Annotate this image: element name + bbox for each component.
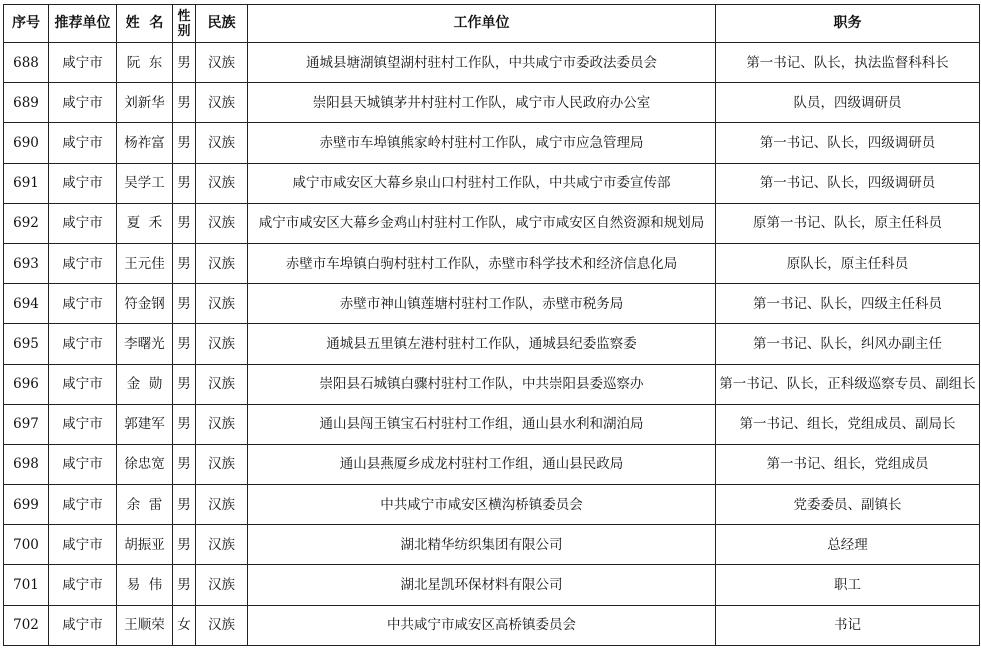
cell-ethnicity: 汉族 — [196, 284, 248, 324]
header-ethnicity: 民族 — [196, 5, 248, 43]
header-position: 职务 — [716, 5, 980, 43]
table-row — [4, 83, 980, 123]
cell-unit: 咸宁市 — [49, 284, 117, 324]
cell-position: 第一书记、队长，四级主任科员 — [716, 284, 980, 324]
table-row — [4, 203, 980, 243]
cell-position: 第一书记、队长，正科级巡察专员、副组长 — [716, 364, 980, 404]
cell-workplace: 崇阳县天城镇茅井村驻村工作队，咸宁市人民政府办公室 — [248, 83, 716, 123]
header-name: 姓 名 — [117, 5, 173, 43]
cell-seq: 701 — [4, 565, 49, 605]
cell-name: 阮 东 — [117, 43, 173, 83]
table-row — [4, 525, 980, 565]
cell-ethnicity: 汉族 — [196, 364, 248, 404]
cell-name: 吴学工 — [117, 163, 173, 203]
cell-gender: 男 — [173, 163, 196, 203]
cell-gender: 男 — [173, 203, 196, 243]
table-header — [4, 5, 980, 43]
table-container — [3, 4, 980, 646]
cell-unit: 咸宁市 — [49, 43, 117, 83]
cell-position: 第一书记、队长，纠风办副主任 — [716, 324, 980, 364]
cell-unit: 咸宁市 — [49, 605, 117, 645]
cell-workplace: 崇阳县石城镇白骤村驻村工作队，中共崇阳县委巡察办 — [248, 364, 716, 404]
cell-unit: 咸宁市 — [49, 324, 117, 364]
cell-position: 第一书记、队长，四级调研员 — [716, 123, 980, 163]
cell-ethnicity: 汉族 — [196, 83, 248, 123]
cell-ethnicity: 汉族 — [196, 123, 248, 163]
table-row — [4, 485, 980, 525]
header-seq: 序号 — [4, 5, 49, 43]
cell-name: 金 勋 — [117, 364, 173, 404]
cell-ethnicity: 汉族 — [196, 485, 248, 525]
cell-workplace: 通城县五里镇左港村驻村工作队，通城县纪委监察委 — [248, 324, 716, 364]
cell-unit: 咸宁市 — [49, 404, 117, 444]
cell-gender: 男 — [173, 525, 196, 565]
cell-position: 书记 — [716, 605, 980, 645]
cell-position: 第一书记、队长，执法监督科科长 — [716, 43, 980, 83]
cell-position: 队员，四级调研员 — [716, 83, 980, 123]
table-row — [4, 404, 980, 444]
cell-unit: 咸宁市 — [49, 243, 117, 283]
cell-name: 郭建军 — [117, 404, 173, 444]
cell-seq: 691 — [4, 163, 49, 203]
personnel-table — [3, 4, 980, 646]
cell-position: 第一书记、队长，四级调研员 — [716, 163, 980, 203]
cell-gender: 男 — [173, 243, 196, 283]
cell-workplace: 中共咸宁市咸安区横沟桥镇委员会 — [248, 485, 716, 525]
cell-seq: 700 — [4, 525, 49, 565]
cell-position: 原第一书记、队长，原主任科员 — [716, 203, 980, 243]
cell-seq: 688 — [4, 43, 49, 83]
cell-seq: 699 — [4, 485, 49, 525]
cell-workplace: 赤壁市车埠镇白驹村驻村工作队，赤壁市科学技术和经济信息化局 — [248, 243, 716, 283]
cell-name: 王顺荣 — [117, 605, 173, 645]
cell-gender: 男 — [173, 43, 196, 83]
cell-seq: 697 — [4, 404, 49, 444]
cell-workplace: 中共咸宁市咸安区高桥镇委员会 — [248, 605, 716, 645]
cell-ethnicity: 汉族 — [196, 605, 248, 645]
cell-unit: 咸宁市 — [49, 444, 117, 484]
cell-seq: 695 — [4, 324, 49, 364]
cell-seq: 692 — [4, 203, 49, 243]
cell-ethnicity: 汉族 — [196, 324, 248, 364]
cell-position: 第一书记、组长，党组成员 — [716, 444, 980, 484]
header-workplace: 工作单位 — [248, 5, 716, 43]
cell-position: 原队长，原主任科员 — [716, 243, 980, 283]
cell-gender: 男 — [173, 284, 196, 324]
cell-workplace: 湖北精华纺织集团有限公司 — [248, 525, 716, 565]
cell-workplace: 湖北星凯环保材料有限公司 — [248, 565, 716, 605]
cell-ethnicity: 汉族 — [196, 243, 248, 283]
cell-gender: 男 — [173, 565, 196, 605]
cell-gender: 女 — [173, 605, 196, 645]
table-row — [4, 123, 980, 163]
cell-seq: 698 — [4, 444, 49, 484]
cell-seq: 690 — [4, 123, 49, 163]
table-row — [4, 364, 980, 404]
cell-seq: 689 — [4, 83, 49, 123]
cell-workplace: 咸宁市咸安区大幕乡金鸡山村驻村工作队，咸宁市咸安区自然资源和规划局 — [248, 203, 716, 243]
cell-gender: 男 — [173, 123, 196, 163]
cell-workplace: 通山县闯王镇宝石村驻村工作组，通山县水利和湖泊局 — [248, 404, 716, 444]
cell-workplace: 赤壁市车埠镇熊家岭村驻村工作队，咸宁市应急管理局 — [248, 123, 716, 163]
cell-name: 易 伟 — [117, 565, 173, 605]
cell-gender: 男 — [173, 444, 196, 484]
cell-unit: 咸宁市 — [49, 485, 117, 525]
cell-name: 胡振亚 — [117, 525, 173, 565]
cell-gender: 男 — [173, 404, 196, 444]
cell-seq: 694 — [4, 284, 49, 324]
cell-ethnicity: 汉族 — [196, 203, 248, 243]
cell-name: 王元佳 — [117, 243, 173, 283]
cell-name: 徐忠宽 — [117, 444, 173, 484]
cell-position: 党委委员、副镇长 — [716, 485, 980, 525]
cell-unit: 咸宁市 — [49, 83, 117, 123]
cell-ethnicity: 汉族 — [196, 404, 248, 444]
cell-ethnicity: 汉族 — [196, 565, 248, 605]
cell-ethnicity: 汉族 — [196, 444, 248, 484]
cell-seq: 702 — [4, 605, 49, 645]
cell-position: 第一书记、组长，党组成员、副局长 — [716, 404, 980, 444]
table-row — [4, 163, 980, 203]
table-row — [4, 43, 980, 83]
header-unit: 推荐单位 — [49, 5, 117, 43]
header-row — [4, 5, 980, 43]
cell-unit: 咸宁市 — [49, 565, 117, 605]
cell-name: 符金钢 — [117, 284, 173, 324]
cell-ethnicity: 汉族 — [196, 163, 248, 203]
cell-gender: 男 — [173, 364, 196, 404]
table-row — [4, 565, 980, 605]
cell-workplace: 赤壁市神山镇莲塘村驻村工作队，赤壁市税务局 — [248, 284, 716, 324]
table-body — [4, 43, 980, 646]
table-row — [4, 605, 980, 645]
cell-name: 余 雷 — [117, 485, 173, 525]
cell-unit: 咸宁市 — [49, 525, 117, 565]
table-row — [4, 284, 980, 324]
cell-name: 李曙光 — [117, 324, 173, 364]
cell-workplace: 通山县燕厦乡成龙村驻村工作组，通山县民政局 — [248, 444, 716, 484]
cell-position: 职工 — [716, 565, 980, 605]
cell-seq: 693 — [4, 243, 49, 283]
cell-gender: 男 — [173, 83, 196, 123]
header-gender: 性别 — [173, 5, 196, 43]
cell-unit: 咸宁市 — [49, 163, 117, 203]
cell-name: 杨祚富 — [117, 123, 173, 163]
cell-name: 夏 禾 — [117, 203, 173, 243]
cell-unit: 咸宁市 — [49, 123, 117, 163]
cell-unit: 咸宁市 — [49, 364, 117, 404]
cell-workplace: 咸宁市咸安区大幕乡泉山口村驻村工作队，中共咸宁市委宣传部 — [248, 163, 716, 203]
cell-workplace: 通城县塘湖镇望湖村驻村工作队，中共咸宁市委政法委员会 — [248, 43, 716, 83]
table-row — [4, 444, 980, 484]
cell-name: 刘新华 — [117, 83, 173, 123]
cell-position: 总经理 — [716, 525, 980, 565]
table-row — [4, 243, 980, 283]
table-row — [4, 324, 980, 364]
cell-unit: 咸宁市 — [49, 203, 117, 243]
cell-ethnicity: 汉族 — [196, 43, 248, 83]
cell-gender: 男 — [173, 324, 196, 364]
cell-seq: 696 — [4, 364, 49, 404]
cell-ethnicity: 汉族 — [196, 525, 248, 565]
cell-gender: 男 — [173, 485, 196, 525]
